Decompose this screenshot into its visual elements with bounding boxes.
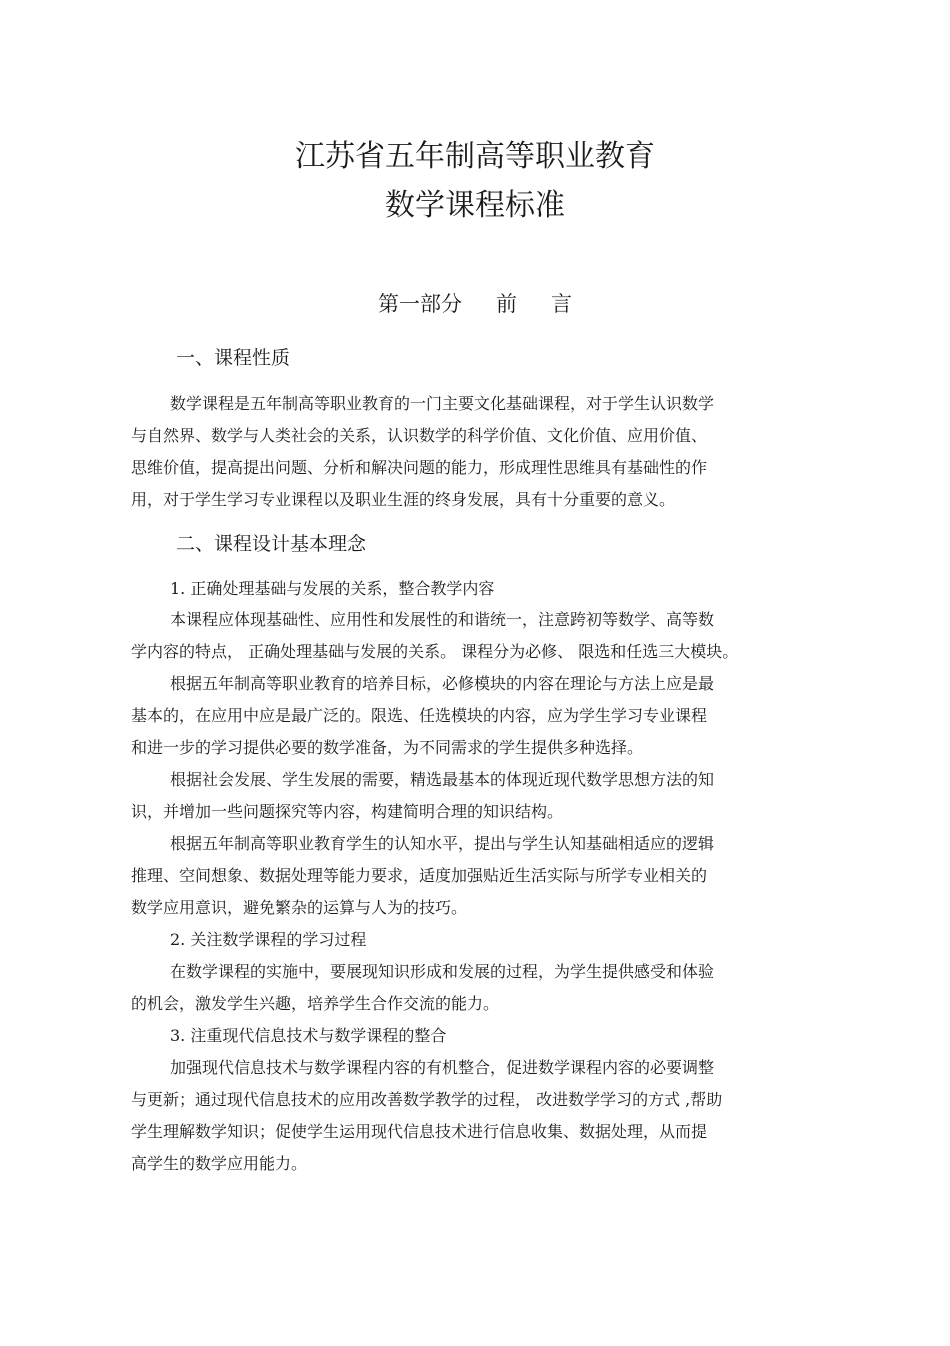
paragraph-line: 的机会，激发学生兴趣，培养学生合作交流的能力。 (131, 994, 500, 1013)
paragraph-line: 本课程应体现基础性、应用性和发展性的和谐统一，注意跨初等数学、高等数 (170, 610, 715, 629)
section-heading-nature: 一、课程性质 (176, 347, 291, 369)
paragraph-line: 高学生的数学应用能力。 (131, 1154, 308, 1173)
paragraph-line: 在数学课程的实施中，要展现知识形成和发展的过程，为学生提供感受和体验 (170, 962, 715, 981)
paragraph-line: 与自然界、数学与人类社会的关系，认识数学的科学价值、文化价值、应用价值、 (131, 426, 708, 445)
paragraph-line: 学内容的特点， 正确处理基础与发展的关系。 课程分为必修、 限选和任选三大模块。 (131, 642, 739, 661)
subsection-heading: 2. 关注数学课程的学习过程 (170, 930, 367, 949)
part-heading (0, 291, 950, 317)
paragraph-line: 基本的，在应用中应是最广泛的。限选、任选模块的内容，应为学生学习专业课程 (131, 706, 708, 725)
paragraph-line: 思维价值，提高提出问题、分析和解决问题的能力，形成理性思维具有基础性的作 (131, 458, 708, 477)
subsection-heading: 1. 正确处理基础与发展的关系，整合教学内容 (170, 579, 495, 598)
document-title-line-1: 江苏省五年制高等职业教育 (295, 139, 655, 174)
paragraph-line: 用，对于学生学习专业课程以及职业生涯的终身发展，具有十分重要的意义。 (131, 490, 676, 509)
paragraph-line: 数学应用意识，避免繁杂的运算与人为的技巧。 (131, 898, 468, 917)
part-heading-word-1: 前 (496, 292, 517, 316)
part-heading-label: 第一部分 (378, 292, 462, 316)
paragraph-line: 根据社会发展、学生发展的需要，精选最基本的体现近现代数学思想方法的知 (170, 770, 715, 789)
paragraph-line: 数学课程是五年制高等职业教育的一门主要文化基础课程，对于学生认识数学 (170, 394, 715, 413)
paragraph-line: 和进一步的学习提供必要的数学准备，为不同需求的学生提供多种选择。 (131, 738, 644, 757)
document-title-line-2: 数学课程标准 (385, 188, 565, 223)
paragraph-line: 加强现代信息技术与数学课程内容的有机整合，促进数学课程内容的必要调整 (170, 1058, 715, 1077)
part-heading-word-2: 言 (551, 292, 572, 316)
paragraph-line: 学生理解数学知识；促使学生运用现代信息技术进行信息收集、数据处理，从而提 (131, 1122, 708, 1141)
paragraph-line: 根据五年制高等职业教育的培养目标，必修模块的内容在理论与方法上应是最 (170, 674, 715, 693)
paragraph-line: 根据五年制高等职业教育学生的认知水平，提出与学生认知基础相适应的逻辑 (170, 834, 715, 853)
subsection-heading: 3. 注重现代信息技术与数学课程的整合 (170, 1026, 447, 1045)
paragraph-line: 与更新；通过现代信息技术的应用改善数学教学的过程， 改进数学学习的方式 ,帮助 (131, 1090, 723, 1109)
paragraph-line: 推理、空间想象、数据处理等能力要求，适度加强贴近生活实际与所学专业相关的 (131, 866, 708, 885)
paragraph-line: 识，并增加一些问题探究等内容，构建简明合理的知识结构。 (131, 802, 564, 821)
section-heading-design-concept: 二、课程设计基本理念 (176, 533, 367, 555)
